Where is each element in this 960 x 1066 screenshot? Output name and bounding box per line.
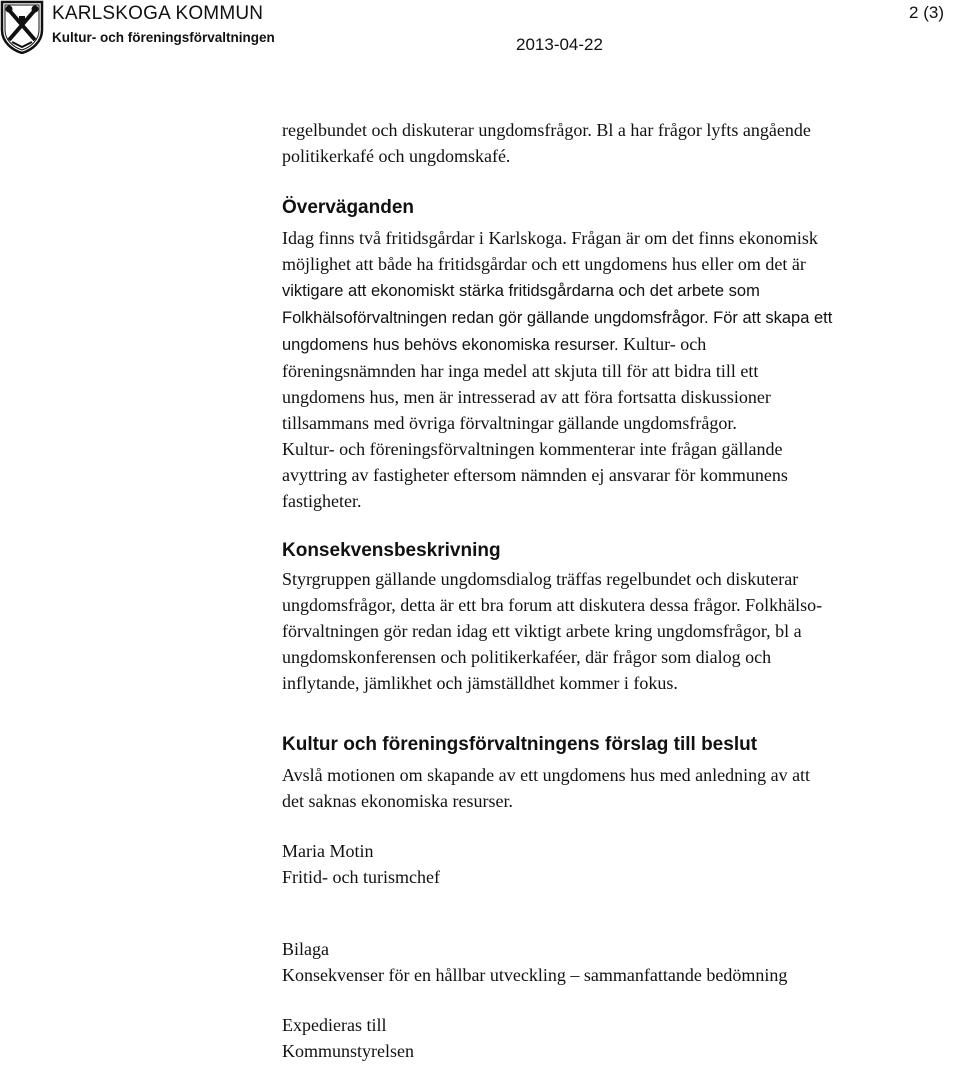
organization-name: KARLSKOGA KOMMUN — [52, 3, 264, 24]
forslag-paragraph: Avslå motionen om skapande av ett ungdomens hus med anledning av att det saknas ekonomiska resurser. — [282, 765, 811, 811]
overvaganden-paragraph — [282, 225, 958, 514]
overvaganden-text-1: Idag finns två fritidsgårdar i Karlskoga. Frågan är om det finns ekonomisk möjlighet att både ha fritidsgårdar och ett ungdomens hus eller om det är — [282, 228, 818, 274]
document-date: 2013-04-22 — [516, 35, 603, 54]
bilaga-label: Bilaga — [282, 939, 329, 959]
intro-paragraph: regelbundet och diskuterar ungdomsfrågor. Bl a har frågor lyfts angående politikerkafé och ungdomskafé. — [282, 120, 811, 166]
bilaga-text: Konsekvenser för en hållbar utveckling – sammanfattande bedömning — [282, 965, 788, 985]
signature-title: Fritid- och turismchef — [282, 867, 440, 887]
heading-konsekvensbeskrivning: Konsekvensbeskrivning — [282, 540, 501, 561]
document-body — [282, 117, 958, 1064]
expedieras-recipient: Kommunstyrelsen — [282, 1041, 414, 1061]
overvaganden-text-4: föreningsnämnden har inga medel att skjuta till för att bidra till ett ungdomens hus, men är intresserad av att föra fortsatta diskussioner tillsammans med övriga förvaltningar gällande ungdomsfrågor. Kultur- och föreningsförvaltningen kommenterar inte frågan gällande avyttring av fastigheter eftersom nämnden ej ansvarar för kommunens fastigheter. — [282, 361, 788, 511]
page-header — [0, 0, 960, 60]
heading-overvaganden: Överväganden — [282, 197, 414, 218]
signature-name: Maria Motin — [282, 841, 374, 861]
konsekvens-paragraph: Styrgruppen gällande ungdomsdialog träffas regelbundet och diskuterar ungdomsfrågor, detta är ett bra forum att diskutera dessa frågor. Folkhälso- förvaltningen gör redan idag ett viktigt arbete kring ungdomsfrågor, bl a ungdomskonferensen och politikerkaféer, där frågor som dialog och inflytande, jämlikhet och jämställdhet kommer i fokus. — [282, 569, 823, 693]
overvaganden-text-3: Kultur- och — [618, 334, 707, 354]
department-name: Kultur- och föreningsförvaltningen — [52, 30, 275, 45]
page-number: 2 (3) — [909, 3, 944, 22]
overvaganden-text-2: viktigare att ekonomiskt stärka fritidsgårdarna och det arbete som Folkhälsoförvaltningen redan gör gällande ungdomsfrågor. För att skapa ett ungdomens hus behövs ekonomiska resurser. — [282, 282, 833, 354]
heading-forslag-till-beslut: Kultur och föreningsförvaltningens förslag till beslut — [282, 734, 758, 755]
coat-of-arms-logo — [0, 0, 44, 54]
expedieras-label: Expedieras till — [282, 1015, 387, 1035]
